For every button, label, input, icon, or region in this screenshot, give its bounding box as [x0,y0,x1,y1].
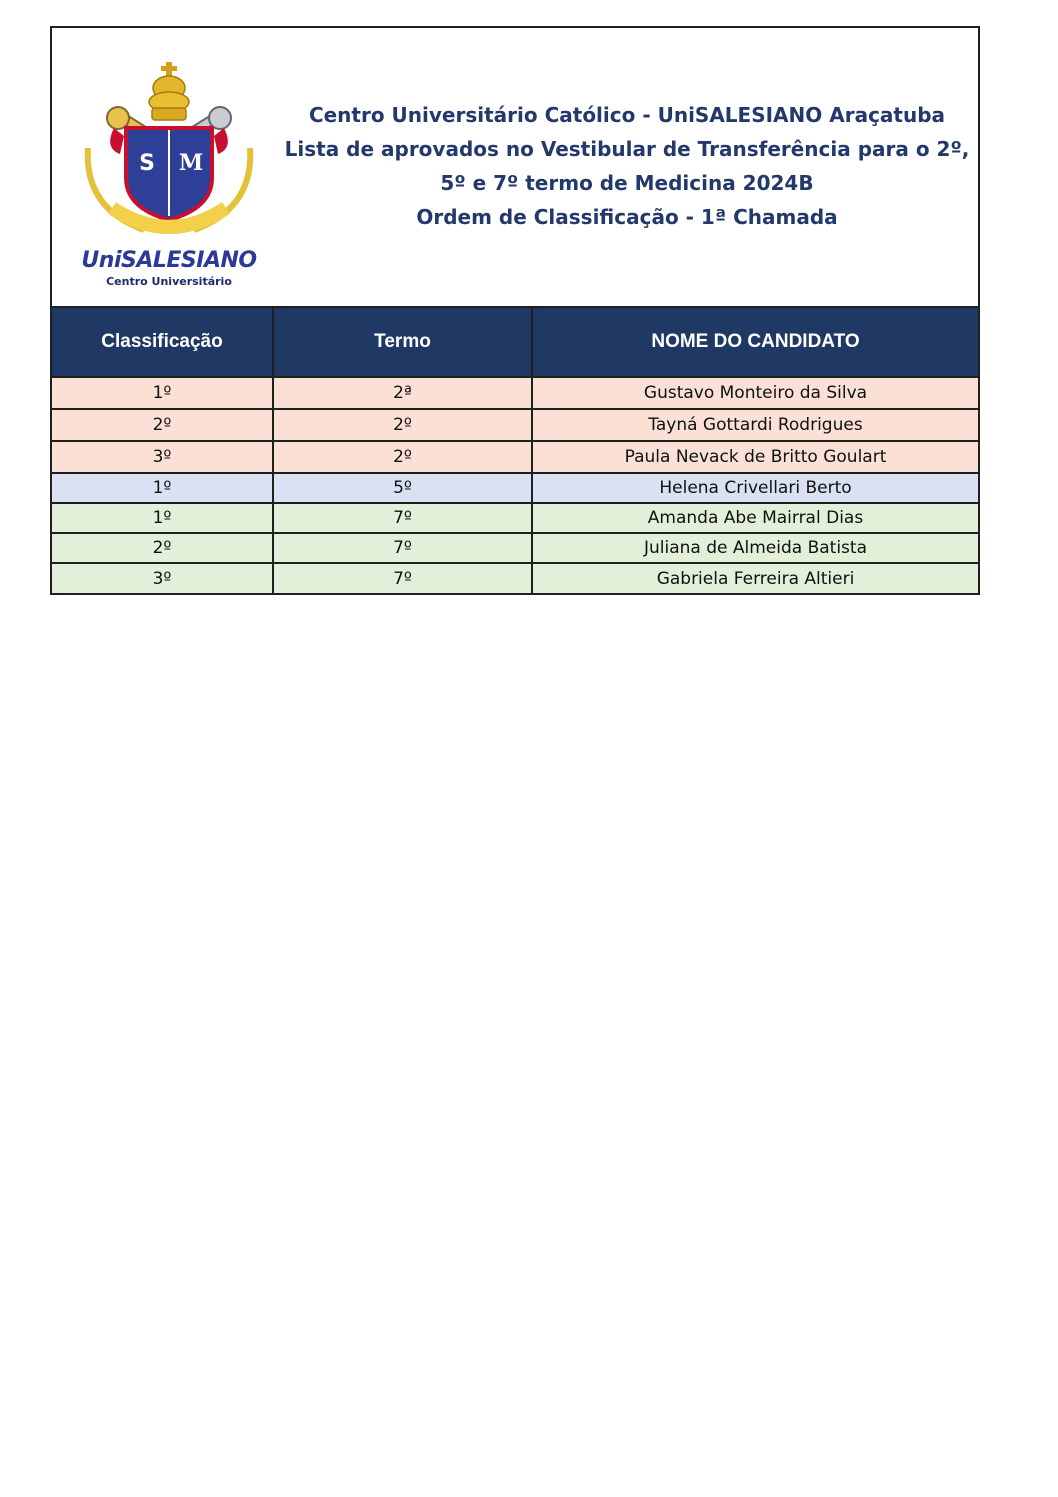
svg-text:S: S [139,151,155,176]
cell-termo: 7º [273,503,532,533]
table-row [52,409,978,441]
cell-nome: Helena Crivellari Berto [532,473,978,503]
document-header [52,28,978,308]
title-line-1: Centro Universitário Católico - UniSALESIANO Araçatuba [308,103,946,127]
cell-classificacao: 3º [52,441,273,473]
coat-of-arms-icon [74,58,264,248]
logo-wordmark: UniSALESIANO [81,248,257,273]
cell-classificacao: 1º [52,473,273,503]
table-row [52,473,978,503]
cell-nome: Paula Nevack de Britto Goulart [532,441,978,473]
cell-classificacao: 1º [52,377,273,409]
column-header-termo: Termo [273,308,532,377]
cell-nome: Gabriela Ferreira Altieri [656,568,855,589]
table-row [52,503,978,533]
document-title [282,98,972,234]
cell-nome: Amanda Abe Mairral Dias [532,503,978,533]
logo-subtitle: Centro Universitário [106,275,232,288]
cell-classificacao: 1º [52,503,273,533]
cell-classificacao: 3º [52,563,273,593]
table-row [52,441,978,473]
cell-termo: 2º [273,409,532,441]
table-row [52,563,978,593]
cell-nome: Tayná Gottardi Rodrigues [532,409,978,441]
table-body [52,377,978,593]
svg-text:M: M [178,150,204,176]
title-line-3: 5º e 7º termo de Medicina 2024B [440,171,814,195]
column-header-classificacao: Classificação [52,308,273,377]
table-row [52,533,978,563]
document-sheet [50,26,980,595]
column-header-nome: NOME DO CANDIDATO [532,308,978,377]
table-row [52,377,978,409]
approved-candidates-table [52,308,978,593]
cell-termo: 2ª [273,377,532,409]
title-line-2: Lista de aprovados no Vestibular de Transferência para o 2º, [284,137,970,161]
cell-nome: Juliana de Almeida Batista [532,533,978,563]
title-line-4: Ordem de Classificação - 1ª Chamada [416,205,838,229]
cell-termo: 2º [273,441,532,473]
cell-classificacao: 2º [52,533,273,563]
table-header-row [52,308,978,377]
cell-termo: 7º [273,563,532,593]
cell-nome: Gustavo Monteiro da Silva [532,377,978,409]
cell-termo: 5º [273,473,532,503]
university-logo [74,58,264,293]
cell-classificacao: 2º [52,409,273,441]
cell-termo: 7º [273,533,532,563]
